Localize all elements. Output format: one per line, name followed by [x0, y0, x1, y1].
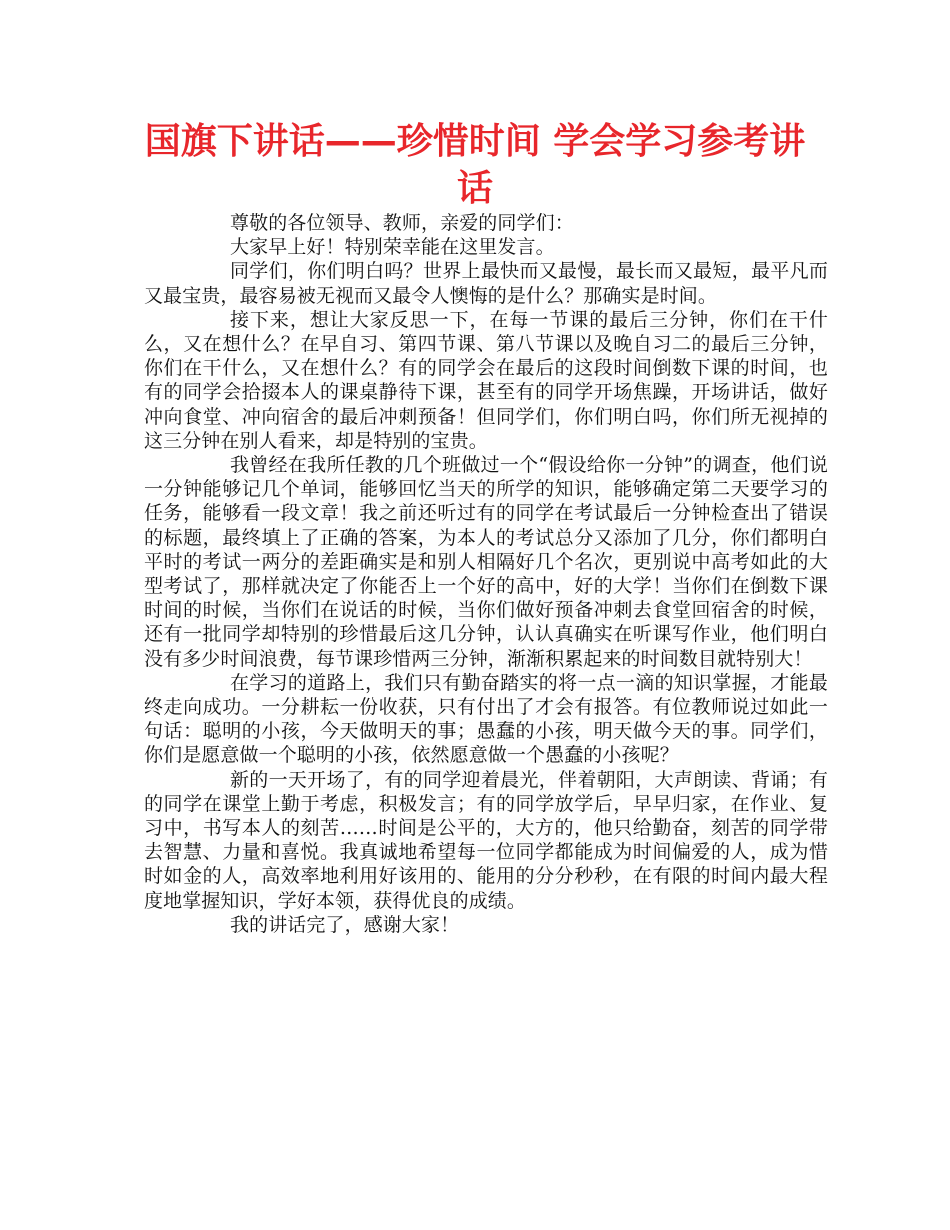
paragraph-closing: 我的讲话完了，感谢大家！ — [230, 913, 460, 936]
paragraph: 接下来，想让大家反思一下，在每一节课的最后三分钟，你们在干什么，又在想什么？在早自习、第四节课、第八节课以及晚自习二的最后三分钟，你们在干什么，又在想什么？有的同学会在最后的这段时间倒数下课的时间，也有的同学会拾掇本人的课桌静待下课，甚至有的同学开场焦躁，开场讲话，做好冲向食堂、冲向宿舍的最后冲刺预备！但同学们，你们明白吗，你们所无视掉的这三分钟在别人看来，却是特别的宝贵。 — [144, 308, 828, 452]
paragraph: 新的一天开场了，有的同学迎着晨光，伴着朝阳，大声朗读、背诵；有的同学在课堂上勤于考虑，积极发言；有的同学放学后，早早归家，在作业、复习中，书写本人的刻苦……时间是公平的，大方的，他只给勤奋，刻苦的同学带去智慧、力量和喜悦。我真诚地希望每一位同学都能成为时间偏爱的人，成为惜时如金的人，高效率地利用好该用的、能用的分分秒秒，在有限的时间内最大程度地掌握知识，学好本领，获得优良的成绩。 — [144, 768, 828, 912]
paragraph: 我曾经在我所任教的几个班做过一个“假设给你一分钟”的调查，他们说一分钟能够记几个单词，能够回忆当天的所学的知识，能够确定第二天要学习的任务，能够看一段文章！我之前还听过有的同学在考试最后一分钟检查出了错误的标题，最终填上了正确的答案，为本人的考试总分又添加了几分，你们都明白平时的考试一两分的差距确实是和别人相隔好几个名次，更别说中高考如此的大型考试了，那样就决定了你能否上一个好的高中，好的大学！当你们在倒数下课时间的时候，当你们在说话的时候，当你们做好预备冲刺去食堂回宿舍的时候，还有一批同学却特别的珍惜最后这几分钟，认认真确实在听课写作业，他们明白没有多少时间浪费，每节课珍惜两三分钟，渐渐积累起来的时间数目就特别大！ — [144, 454, 828, 670]
paragraph-opening: 大家早上好！特别荣幸能在这里发言。 — [230, 236, 555, 259]
speech-body — [144, 211, 828, 937]
document-title: 国旗下讲话——珍惜时间 学会学习参考讲话 — [144, 121, 806, 209]
paragraph-greeting: 尊敬的各位领导、教师，亲爱的同学们： — [230, 212, 574, 234]
paragraph: 在学习的道路上，我们只有勤奋踏实的将一点一滴的知识掌握，才能最终走向成功。一分耕耘一份收获，只有付出了才会有报答。有位教师说过如此一句话：聪明的小孩，今天做明天的事；愚蠢的小孩，明天做今天的事。同学们，你们是愿意做一个聪明的小孩，依然愿意做一个愚蠢的小孩呢？ — [144, 671, 828, 767]
paragraph: 同学们，你们明白吗？世界上最快而又最慢，最长而又最短，最平凡而又最宝贵，最容易被无视而又最令人懊悔的是什么？那确实是时间。 — [144, 260, 828, 307]
